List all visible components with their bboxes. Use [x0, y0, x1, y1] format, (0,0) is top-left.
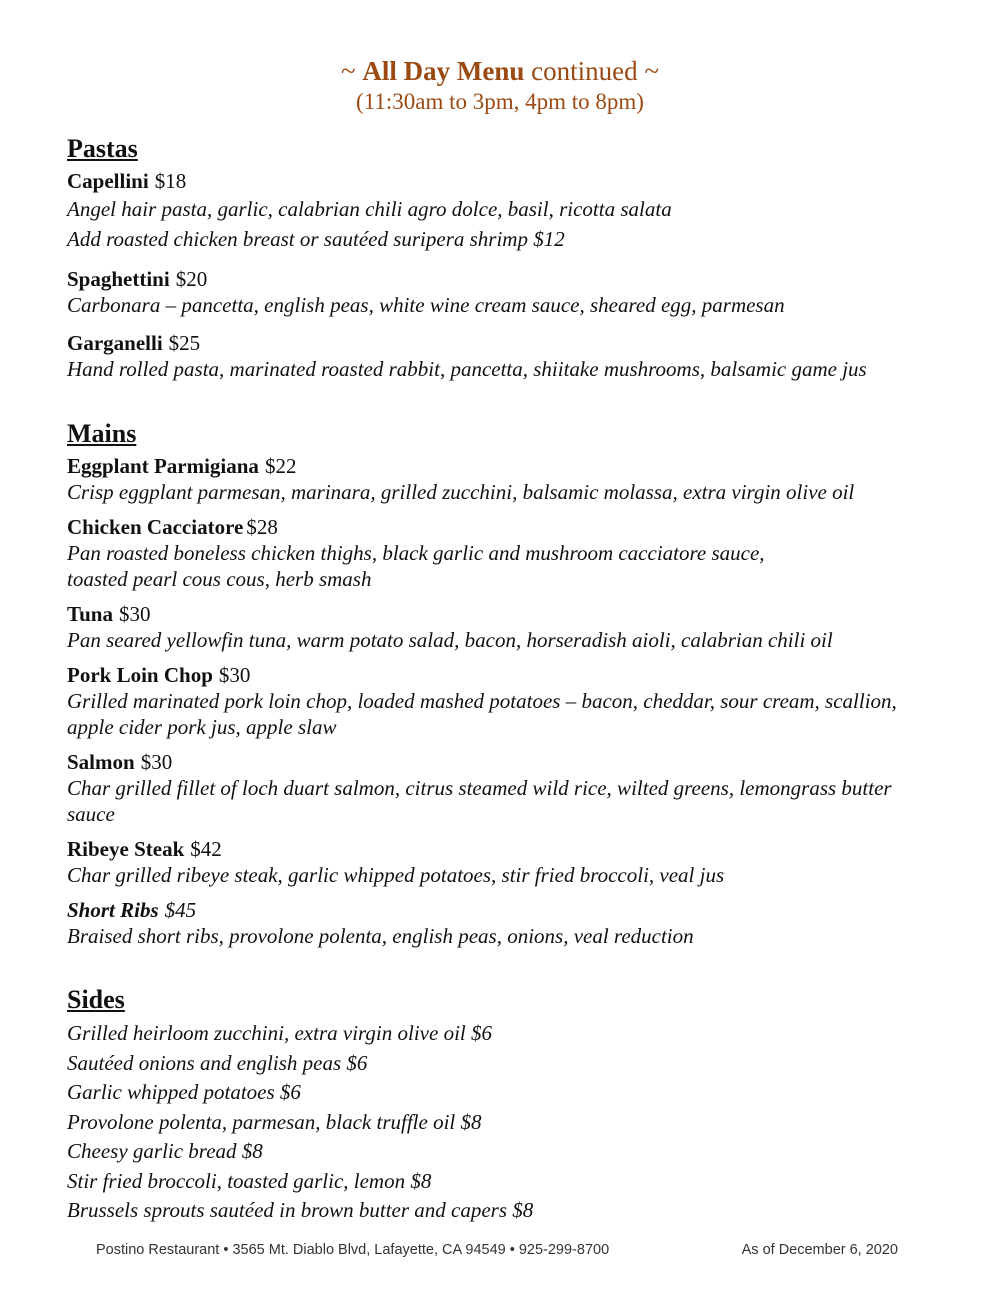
item-price: $30	[140, 750, 173, 774]
menu-item	[67, 897, 927, 949]
menu-item	[67, 749, 927, 827]
item-description: Carbonara – pancetta, english peas, white wine cream sauce, sheared egg, parmesan	[67, 293, 785, 317]
menu-item	[67, 662, 927, 740]
menu-item	[67, 514, 927, 592]
item-price: $30	[118, 602, 151, 626]
item-description: Angel hair pasta, garlic, calabrian chili agro dolce, basil, ricotta salata	[67, 197, 672, 221]
side-item: Stir fried broccoli, toasted garlic, lemon $8	[67, 1168, 432, 1193]
item-description: Braised short ribs, provolone polenta, english peas, onions, veal reduction	[67, 924, 694, 948]
item-name: Tuna	[67, 602, 113, 626]
item-addon: Add roasted chicken breast or sautéed suripera shrimp $12	[67, 227, 565, 251]
item-description: Crisp eggplant parmesan, marinara, grilled zucchini, balsamic molassa, extra virgin olive oil	[67, 480, 855, 504]
item-price: $28	[246, 515, 278, 539]
item-description: toasted pearl cous cous, herb smash	[67, 567, 372, 591]
side-item: Garlic whipped potatoes $6	[67, 1080, 301, 1104]
menu-item	[67, 601, 927, 653]
item-description: Pan roasted boneless chicken thighs, black garlic and mushroom cacciatore sauce,	[67, 541, 765, 565]
menu-item	[67, 330, 927, 382]
section-title-pastas: Pastas	[67, 134, 138, 163]
item-name: Eggplant Parmigiana	[67, 454, 259, 478]
section-title-mains: Mains	[67, 419, 137, 448]
section-title-sides: Sides	[67, 985, 125, 1014]
side-item: Provolone polenta, parmesan, black truffle oil $8	[67, 1109, 482, 1134]
item-price: $45	[164, 898, 197, 922]
item-description: apple cider pork jus, apple slaw	[67, 715, 337, 739]
item-description: Hand rolled pasta, marinated roasted rabbit, pancetta, shiitake mushrooms, balsamic game jus	[67, 357, 867, 381]
item-price: $25	[168, 331, 201, 355]
side-item: Sautéed onions and english peas $6	[67, 1050, 368, 1075]
item-name: Capellini	[67, 169, 149, 193]
menu-hours: (11:30am to 3pm, 4pm to 8pm)	[356, 89, 644, 114]
footer-contact: Postino Restaurant • 3565 Mt. Diablo Blvd, Lafayette, CA 94549 • 925-299-8700	[96, 1242, 610, 1258]
item-name: Salmon	[67, 750, 135, 774]
page-footer	[96, 1242, 898, 1258]
sides-section	[67, 985, 927, 1226]
menu-header	[0, 55, 1000, 117]
mains-section	[67, 419, 927, 958]
side-item: Cheesy garlic bread $8	[67, 1139, 263, 1163]
item-description: Char grilled fillet of loch duart salmon, citrus steamed wild rice, wilted greens, lemongrass butter	[67, 776, 892, 800]
footer-date: As of December 6, 2020	[741, 1242, 898, 1258]
pastas-section	[67, 134, 927, 394]
item-price: $22	[264, 454, 297, 478]
side-item: Grilled heirloom zucchini, extra virgin olive oil $6	[67, 1021, 492, 1045]
item-description: sauce	[67, 802, 115, 826]
menu-item	[67, 836, 927, 888]
menu-title: ~ All Day Menu continued ~	[341, 56, 659, 86]
item-name: Garganelli	[67, 331, 163, 355]
menu-item	[67, 453, 927, 505]
item-price: $18	[154, 169, 187, 193]
side-item: Brussels sprouts sautéed in brown butter and capers $8	[67, 1198, 534, 1222]
item-price: $42	[190, 837, 222, 861]
menu-item	[67, 266, 927, 318]
item-description: Char grilled ribeye steak, garlic whipped potatoes, stir fried broccoli, veal jus	[67, 863, 725, 887]
item-name: Pork Loin Chop	[67, 663, 213, 687]
item-price: $20	[175, 267, 208, 291]
item-name: Chicken Cacciatore	[67, 515, 244, 539]
menu-item	[67, 168, 927, 254]
item-description: Grilled marinated pork loin chop, loaded mashed potatoes – bacon, cheddar, sour cream, scallion,	[67, 689, 897, 713]
item-name: Ribeye Steak	[67, 837, 185, 861]
item-price: $30	[218, 663, 251, 687]
item-description: Pan seared yellowfin tuna, warm potato salad, bacon, horseradish aioli, calabrian chili oil	[67, 628, 833, 652]
item-name: Short Ribs	[67, 898, 159, 922]
item-name: Spaghettini	[67, 267, 170, 291]
